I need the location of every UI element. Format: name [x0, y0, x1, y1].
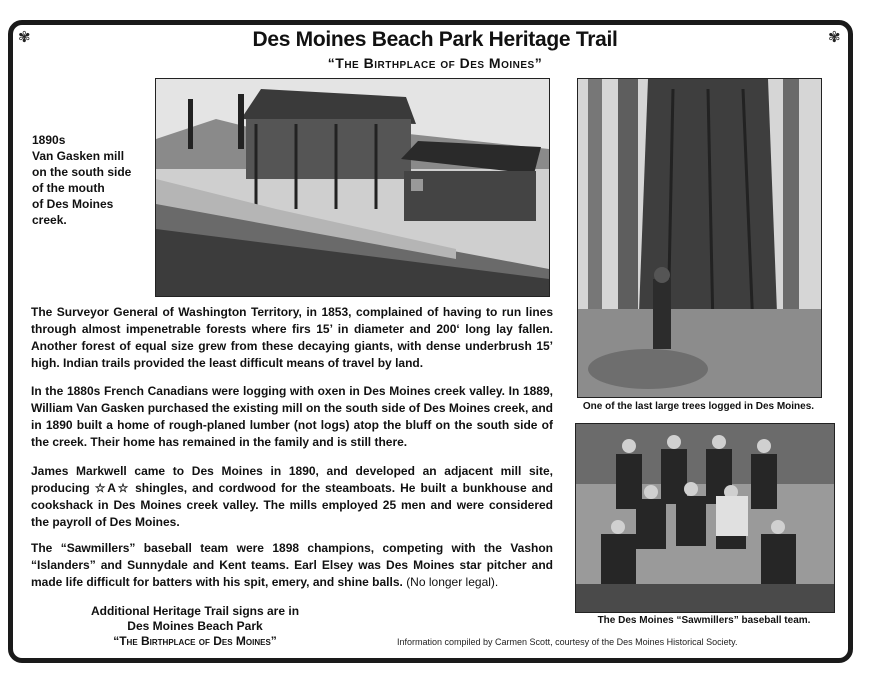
paragraph-surveyor: The Surveyor General of Washington Territory, in 1853, complained of having to run lines through almost impenetrable forests where firs 15’ in diameter and 200‘ long lay fallen. Another forest of equal size grew from these decaying giants, with dense underbrush 15’ high. Indian trails provided the least difficult means of travel by land.: [31, 305, 553, 370]
mill-photo-caption: 1890s Van Gasken mill on the south side of the mouth of Des Moines creek.: [32, 133, 132, 227]
legal-note: (No longer legal).: [406, 575, 499, 589]
page-title: Des Moines Beach Park Heritage Trail: [252, 28, 618, 51]
paragraph-sawmillers: The “Sawmillers” baseball team were 1898 champions, competing with the Vashon “Islanders” and Sunnydale and Kent teams. Earl Elsey was Des Moines star pitcher and made life difficult for batters with his spit, emery, and shine balls. (No longer legal).: [31, 541, 553, 589]
team-photo-caption: The Des Moines “Sawmillers” baseball team.: [597, 615, 811, 626]
heritage-trail-note: Additional Heritage Trail signs are in Des Moines Beach Park “The Birthplace of Des Moines”: [90, 604, 300, 648]
mill-photo: [155, 78, 550, 297]
credit-line: Information compiled by Carmen Scott, courtesy of the Des Moines Historical Society.: [397, 637, 738, 647]
page-subtitle: “The Birthplace of Des Moines”: [327, 55, 543, 71]
fleur-ornament-icon: ✾: [18, 29, 31, 46]
paragraph-van-gasken: In the 1880s French Canadians were logging with oxen in Des Moines creek valley. In 1889, William Van Gasken purchased the existing mill on the south side of Des Moines creek, and in 1890 built a home of rough-planed lumber (not logs) atop the bluff on the south side of the creek. Their home has remained in the family and is still there.: [31, 384, 553, 449]
star-a-mark: ☆A☆: [94, 481, 131, 495]
tree-photo-caption: One of the last large trees logged in Des Moines.: [582, 401, 815, 412]
fleur-ornament-icon: ✾: [828, 29, 841, 46]
paragraph-markwell: James Markwell came to Des Moines in 1890, and developed an adjacent mill site, producing ☆A☆ shingles, and cordwood for the steamboats. He built a bunkhouse and cookshack in Des Moines creek valley. The mills employed 25 men and were considered the payroll of Des Moines.: [31, 464, 554, 529]
team-photo: [575, 423, 835, 613]
tree-photo: [577, 78, 822, 398]
